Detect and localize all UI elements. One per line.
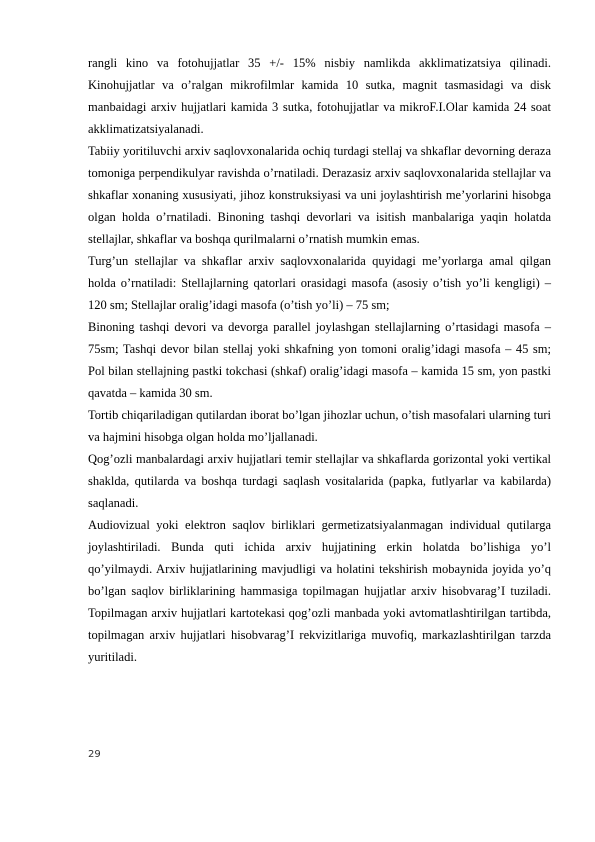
- page-number: 29: [88, 749, 101, 760]
- paragraph: Turg’un stellajlar va shkaflar arxiv saqlovxonalarida quyidagi me’yorlarga amal qilgan holda o’rnatiladi: Stellajlarning qatorlari orasidagi masofa (asosiy o’tish yo’li kengligi) – 120 sm; Stellajlar oralig’idagi masofa (o’tish yo’li) – 75 sm;: [88, 254, 551, 312]
- paragraph: Tortib chiqariladigan qutilardan iborat bo’lgan jihozlar uchun, o’tish masofalari ularning turi va hajmini hisobga olgan holda mo’ljallanadi.: [88, 408, 552, 444]
- paragraph: Audiovizual yoki elektron saqlov birliklari germetizatsiyalanmagan individual qutilarga joylashtiriladi. Bunda quti ichida arxiv hujjatining erkin holatda bo’lishiga yo’l qo’yilmaydi. Arxiv hujjatlarining mavjudligi va holatini tekshirish mobaynida joyida yo’q bo’lgan saqlov birliklarining hammasiga topilmagan hujjatlar arxiv hisobvarag’I tuziladi. Topilmagan arxiv hujjatlari kartotekasi qog’ozli manbada yoki avtomatlashtirilgan tartibda, topilmagan arxiv hujjatlari hisobvarag’I rekvizitlariga muvofiq, markazlashtirilgan tarzda yuritiladi.: [88, 518, 551, 664]
- paragraph: rangli kino va fotohujjatlar 35 +/- 15% nisbiy namlikda akklimatizatsiya qilinadi. Kinohujjatlar va o’ralgan mikrofilmlar kamida 10 sutka, magnit tasmasidagi va disk manbaidagi arxiv hujjatlari kamida 3 sutka, fotohujjatlar va mikroF.I.Olar kamida 24 soat akklimatizatsiyalanadi.: [88, 56, 551, 136]
- paragraph: Qog’ozli manbalardagi arxiv hujjatlari temir stellajlar va shkaflarda gorizontal yoki vertikal shaklda, qutilarda va boshqa turdagi saqlash vositalarida (papka, futlyarlar va kabilarda) saqlanadi.: [88, 452, 551, 510]
- paragraph: Binoning tashqi devori va devorga parallel joylashgan stellajlarning o’rtasidagi masofa – 75sm; Tashqi devor bilan stellaj yoki shkafning yon tomoni oralig’idagi masofa – 45 sm; Pol bilan stellajning pastki tokchasi (shkaf) oralig’idagi masofa – kamida 15 sm, yon pastki qavatda – kamida 30 sm.: [88, 320, 551, 400]
- paragraph: Tabiiy yoritiluvchi arxiv saqlovxonalarida ochiq turdagi stellaj va shkaflar devorning deraza tomoniga perpendikulyar ravishda o’rnatiladi. Derazasiz arxiv saqlovxonalarida stellajlar va shkaflar xonaning xususiyati, jihoz konstruksiyasi va uni joylashtirish me’yorlarini hisobga olgan holda o’rnatiladi. Binoning tashqi devorlari va isitish manbalariga yaqin holatda stellajlar, shkaflar va boshqa qurilmalarni o’rnatish mumkin emas.: [88, 144, 551, 246]
- document-body: [88, 52, 551, 668]
